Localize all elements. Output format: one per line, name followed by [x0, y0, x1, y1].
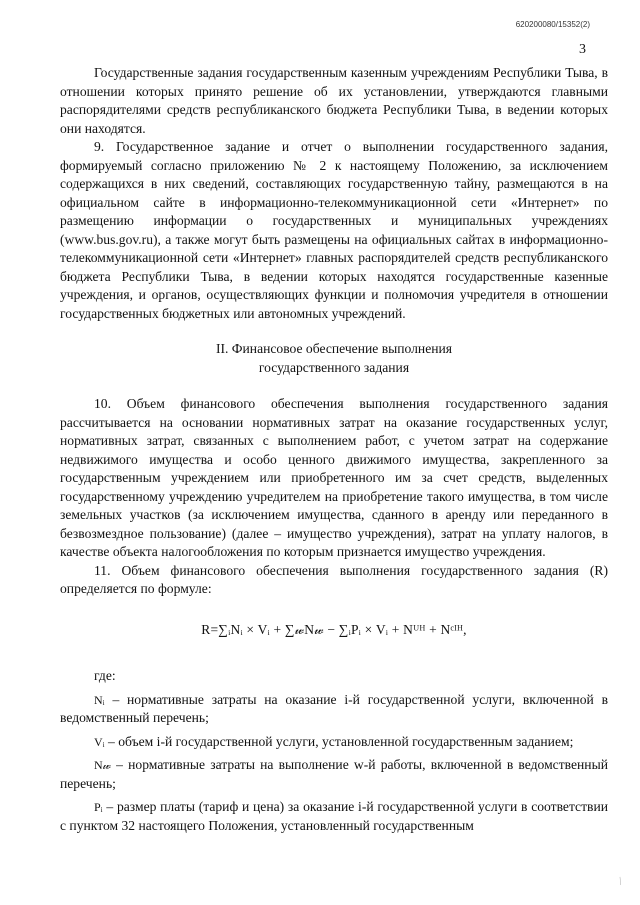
- definition-p-i: [60, 798, 608, 835]
- section-title-line-2: государственного задания: [258, 360, 410, 375]
- where-label: где:: [94, 668, 116, 683]
- definition-n-w: [60, 756, 608, 793]
- paragraph-9: 9. Государственное задание и отчет о выполнении государственного задания, формируемый согласно приложению № 2 к настоящему Положению, за исключением содержащихся в них сведений, составляющих государственную тайну, размещаются в на официальном сайте в информационно-телекоммуникационной сети «Интернет» по размещению информации о государственных и муниципальных учреждениях (www.bus.gov.ru), а также могут быть размещены на официальных сайтах в информационно-телекоммуникационной сети «Интернет» главных распорядителей средств республиканского бюджета Республики Тыва, в ведении которых находятся государственные казенные учреждения, и органов, осуществляющих функции и полномочия учредителя в отношении государственных бюджетных или автономных учреждений.: [60, 139, 608, 321]
- paragraph-10: 10. Объем финансового обеспечения выполнения государственного задания рассчитывается на основании нормативных затрат на оказание государственных услуг, нормативных затрат, связанных с выполнением работ, с учетом затрат на содержание недвижимого имущества и особо ценного движимого имущества, закрепленного за государственным учреждением или приобретенного им за счет средств, выделенных государственному учреждению учредителем на приобретение такого имущества, в том числе земельных участков (за исключением имущества, сданного в аренду или переданного в безвозмездное пользование) (далее – имущество учреждения), затрат на уплату налогов, в качестве объекта налогообложения по которым признается имущество учреждения.: [60, 396, 608, 559]
- page-number: 3: [579, 42, 586, 57]
- formula: R=∑ᵢNᵢ × Vᵢ + ∑𝓌N𝓌 − ∑ᵢPᵢ × Vᵢ + Nᵁᴴ + Nᶜᴵᴴ,: [201, 621, 467, 637]
- symbol-n-i: Nᵢ: [94, 692, 105, 707]
- paragraph-11: 11. Объем финансового обеспечения выполнения государственного задания (R) определяется по формуле:: [60, 562, 608, 596]
- symbol-p-i: Pᵢ: [94, 800, 103, 814]
- definition-n-w-text: – нормативные затраты на выполнение w-й работы, включенной в ведомственный перечень;: [60, 757, 608, 791]
- section-title-line-1: II. Финансовое обеспечение выполнения: [215, 341, 453, 356]
- definition-v-i: [60, 733, 608, 752]
- corner-scan-mark: ⁄: [616, 876, 626, 887]
- definition-p-i-text: – размер платы (тариф и цена) за оказание i-й государственной услуги в соответствии с пунктом 32 настоящего Положения, установленный государственным: [60, 799, 608, 833]
- definition-n-i: [60, 691, 608, 728]
- definition-n-i-text: – нормативные затраты на оказание i-й государственной услуги, включенной в ведомственный перечень;: [60, 691, 608, 725]
- section-title: [60, 339, 608, 377]
- symbol-v-i: Vᵢ: [94, 734, 105, 749]
- document-id: 620200080/15352(2): [515, 20, 590, 29]
- paragraph-state-tasks: Государственные задания государственным казенным учреждениям Республики Тыва, в отношении которых принято решение об их установлении, утверждаются главными распорядителями средств республиканского бюджета Республики Тыва, в ведении которых они находятся.: [60, 65, 608, 136]
- document-body: [60, 64, 608, 835]
- definition-v-i-text: – объем i-й государственной услуги, установленной государственным заданием;: [108, 733, 574, 749]
- symbol-n-w: N𝓌: [94, 758, 111, 772]
